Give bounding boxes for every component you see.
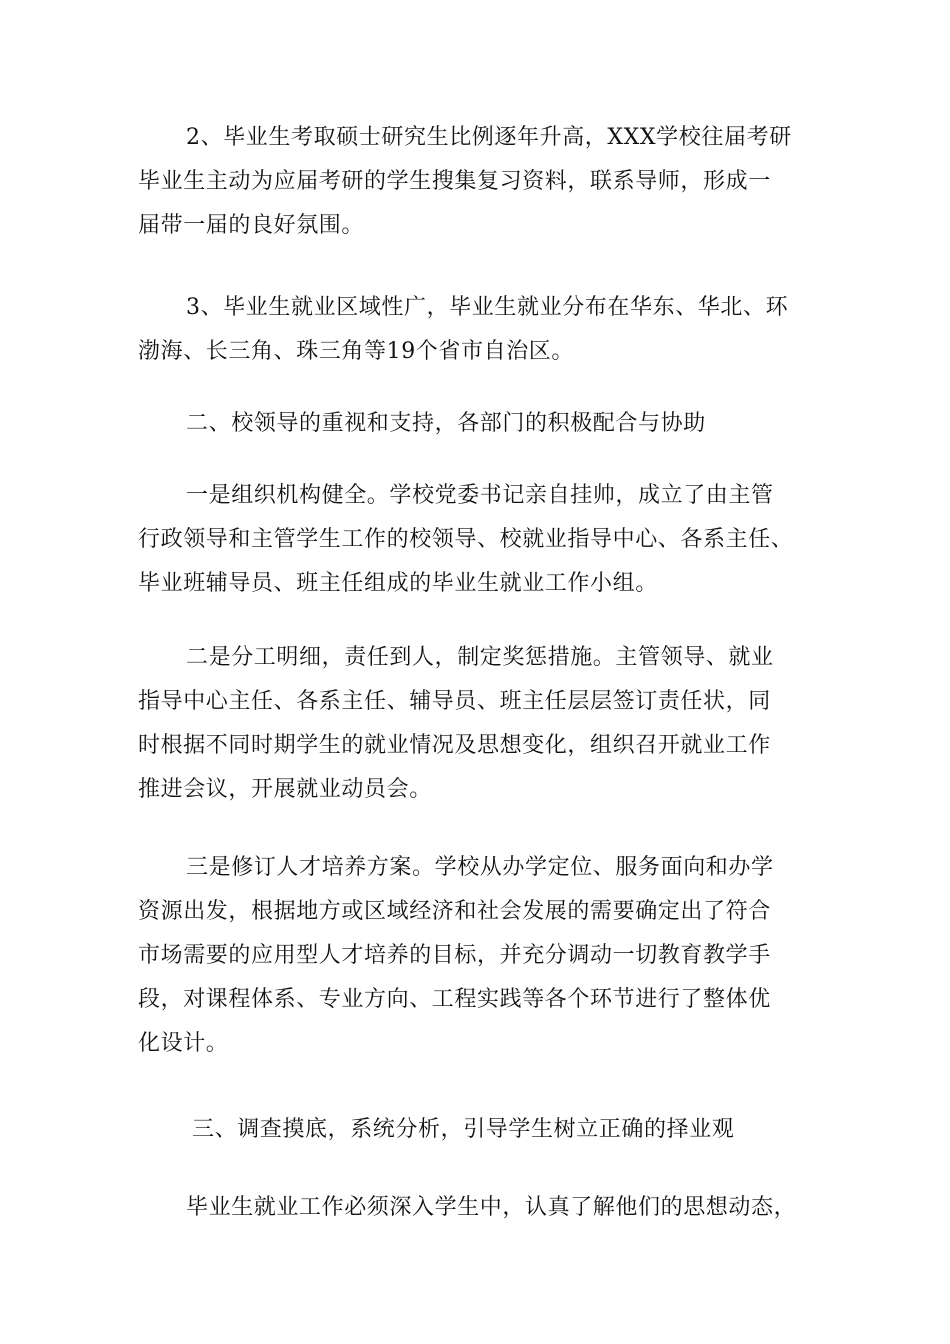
- text-line: 推进会议，开展就业动员会。: [138, 777, 432, 802]
- text-line: 毕业班辅导员、班主任组成的毕业生就业工作小组。: [138, 571, 658, 596]
- text-line: 2、毕业生考取硕士研究生比例逐年升高，XXX学校往届考研: [186, 125, 792, 150]
- section-heading-survey-analysis: [138, 1108, 828, 1152]
- text-line: 二、校领导的重视和支持，各部门的积极配合与协助: [186, 411, 706, 436]
- text-line: 指导中心主任、各系主任、辅导员、班主任层层签订责任状，同: [138, 689, 771, 714]
- paragraph-graduate-study-rate: [138, 116, 828, 248]
- text-line: 毕业生就业工作必须深入学生中，认真了解他们的思想动态，: [186, 1195, 797, 1220]
- paragraph-training-plan: [138, 846, 828, 1066]
- text-line: 三、调查摸底，系统分析，引导学生树立正确的择业观: [192, 1117, 735, 1142]
- paragraph-division-of-labor: [138, 636, 828, 812]
- text-line: 毕业生主动为应届考研的学生搜集复习资料，联系导师，形成一: [138, 169, 771, 194]
- section-heading-leadership-support: [138, 402, 828, 446]
- text-line: 化设计。: [138, 1031, 229, 1056]
- paragraph-deep-into-students: [138, 1186, 828, 1230]
- text-line: 渤海、长三角、珠三角等19个省市自治区。: [138, 339, 574, 364]
- text-line: 段，对课程体系、专业方向、工程实践等各个环节进行了整体优: [138, 987, 771, 1012]
- text-line: 二是分工明细，责任到人，制定奖惩措施。主管领导、就业: [186, 645, 774, 670]
- text-line: 市场需要的应用型人才培养的目标，并充分调动一切教育教学手: [138, 943, 771, 968]
- paragraph-employment-region: [138, 286, 828, 374]
- text-line: 三是修订人才培养方案。学校从办学定位、服务面向和办学: [186, 855, 774, 880]
- text-line: 一是组织机构健全。学校党委书记亲自挂帅，成立了由主管: [186, 483, 774, 508]
- text-line: 3、毕业生就业区域性广，毕业生就业分布在华东、华北、环: [186, 295, 789, 320]
- text-line: 届带一届的良好氛围。: [138, 213, 365, 238]
- text-line: 行政领导和主管学生工作的校领导、校就业指导中心、各系主任、: [138, 527, 794, 552]
- paragraph-organization: [138, 474, 828, 606]
- text-line: 资源出发，根据地方或区域经济和社会发展的需要确定出了符合: [138, 899, 771, 924]
- text-line: 时根据不同时期学生的就业情况及思想变化，组织召开就业工作: [138, 733, 771, 758]
